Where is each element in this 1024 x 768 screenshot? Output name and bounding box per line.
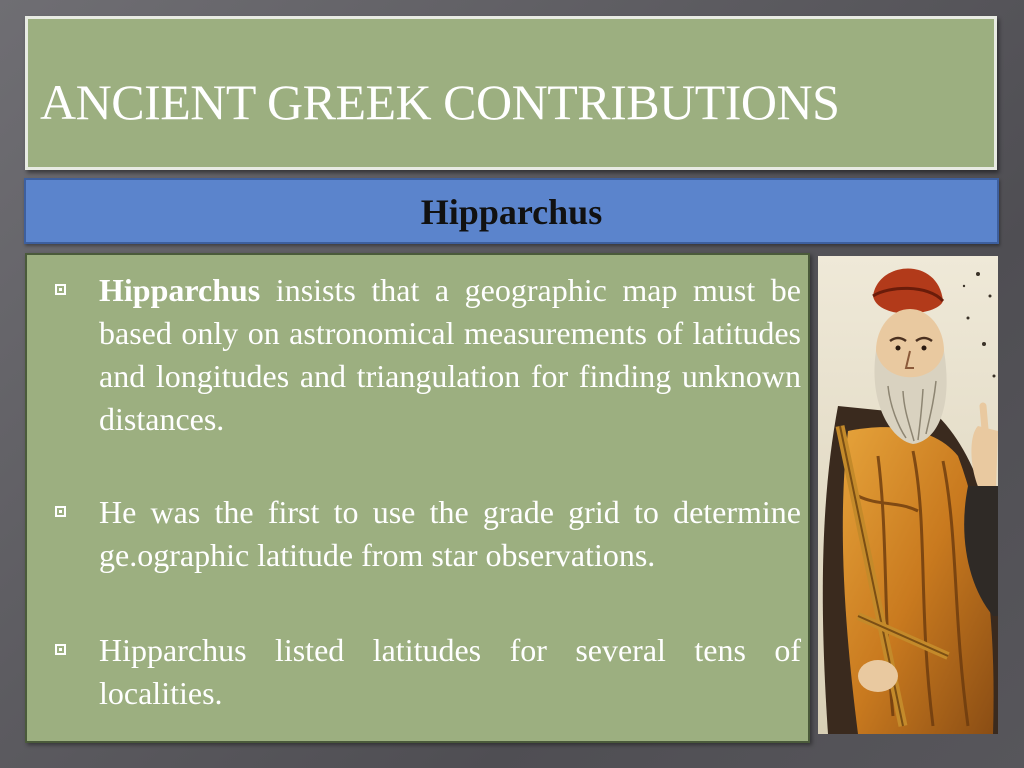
portrait-illustration-icon [818,256,998,734]
bullet-2-text: He was the first to use the grade grid to determine ge.ographic latitude from star observations. [99,494,801,573]
bullet-2 [99,491,801,577]
bullet-1-bold-lead: Hipparchus [99,272,261,308]
bullet-1-text: insists that a geographic map must be based only on astronomical measurements of latitudes and longitudes and triangulation for finding unknown distances. [99,272,801,437]
bullet-marker-1 [55,284,66,295]
bullet-3 [99,629,801,715]
title-box [25,16,997,170]
bullet-marker-3 [55,644,66,655]
bullet-3-text: Hipparchus listed latitudes for several tens of localities. [99,632,801,711]
subtitle-bar [24,178,999,244]
bullet-1 [99,269,801,441]
slide-subtitle: Hipparchus [420,192,603,232]
content-box [25,253,810,743]
slide-title: ANCIENT GREEK CONTRIBUTIONS [40,74,840,130]
bullet-marker-2 [55,506,66,517]
hipparchus-portrait-image [818,256,998,734]
